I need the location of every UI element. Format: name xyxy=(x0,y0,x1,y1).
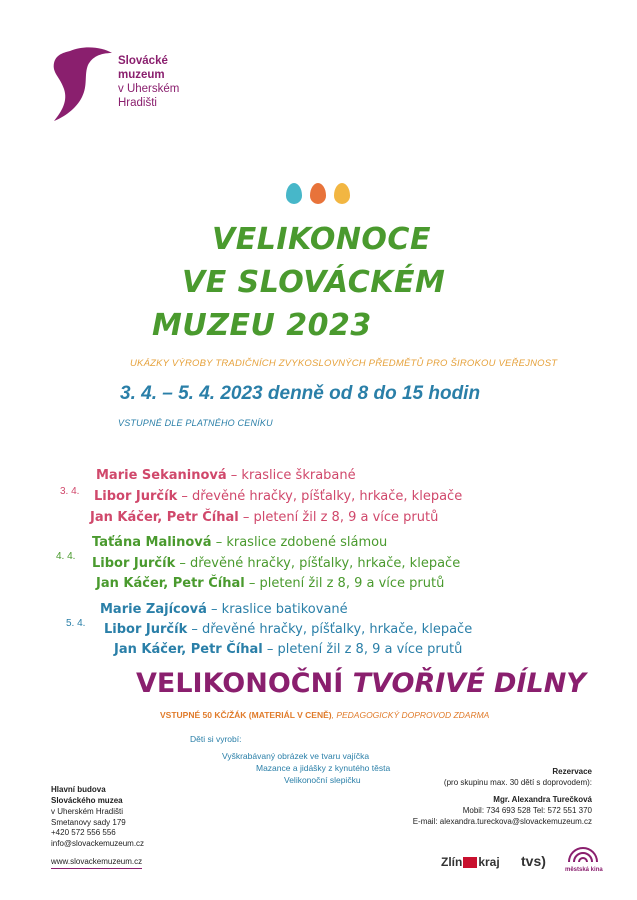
schedule-row xyxy=(96,576,444,591)
address-block xyxy=(51,784,126,828)
reservation-phones: Mobil: 734 693 528 Tel: 572 551 370 xyxy=(462,806,592,815)
mestska-kina-logo xyxy=(565,846,601,872)
zlin-logo-text-a: Zlín xyxy=(441,855,463,869)
museum-name-line2: muzeum xyxy=(118,69,165,81)
craft-desc: – pletení žil z 8, 9 a více prutů xyxy=(244,576,445,591)
kids-item: Velikonoční slepičku xyxy=(284,775,361,785)
craft-desc: – pletení žil z 8, 9 a více prutů xyxy=(238,510,439,525)
day-label-3: 5. 4. xyxy=(66,618,86,629)
zlin-kraj-logo xyxy=(441,855,500,869)
museum-logo-icon xyxy=(50,45,114,121)
egg-icon-orange xyxy=(310,183,326,204)
artist-name: Marie Sekaninová xyxy=(96,468,227,483)
contact-block xyxy=(51,827,144,849)
museum-name-line4: Hradišti xyxy=(118,97,157,109)
artist-name: Jan Káčer, Petr Číhal xyxy=(90,510,239,525)
workshops-title-a: VELIKONOČNÍ xyxy=(136,668,353,699)
egg-icon-blue xyxy=(286,183,302,204)
craft-desc: – pletení žil z 8, 9 a více prutů xyxy=(262,642,463,657)
workshops-title-b: TVOŘIVÉ DÍLNY xyxy=(352,668,586,699)
workshops-title xyxy=(136,668,586,699)
craft-desc: – dřevěné hračky, píšťalky, hrkače, klepače xyxy=(177,489,463,504)
kids-item: Mazance a jidášky z kynutého těsta xyxy=(256,763,391,773)
schedule-row xyxy=(114,642,462,657)
artist-name: Marie Zajícová xyxy=(100,602,207,617)
event-dates: 3. 4. – 5. 4. 2023 denně od 8 do 15 hodin xyxy=(120,383,481,404)
schedule-row xyxy=(104,622,472,637)
craft-desc: – kraslice zdobené slámou xyxy=(211,535,388,550)
schedule-row xyxy=(100,602,348,617)
artist-name: Libor Jurčík xyxy=(94,489,178,504)
title-line1: VELIKONOCE xyxy=(212,222,431,257)
reservation-email[interactable]: E-mail: alexandra.tureckova@slovackemuzeum.cz xyxy=(412,817,592,826)
address-line1: Hlavní budova xyxy=(51,785,106,794)
cinema-icon xyxy=(565,846,601,862)
craft-desc: – dřevěné hračky, píšťalky, hrkače, klepače xyxy=(175,556,461,571)
artist-name: Taťána Malinová xyxy=(92,535,212,550)
egg-icon-yellow xyxy=(334,183,350,204)
workshops-fee xyxy=(160,710,489,720)
craft-desc: – kraslice škrabané xyxy=(226,468,356,483)
schedule-row xyxy=(92,556,460,571)
museum-name-line3: v Uherském xyxy=(118,83,180,95)
address-line3: v Uherském Hradišti xyxy=(51,807,124,816)
day-label-2: 4. 4. xyxy=(56,551,76,562)
schedule-row xyxy=(90,510,438,525)
schedule-row xyxy=(94,489,462,504)
workshops-fee-a: VSTUPNÉ 50 KČ/ŽÁK (MATERIÁL V CENĚ) xyxy=(160,710,332,720)
schedule-row xyxy=(92,535,387,550)
schedule-row xyxy=(96,468,356,483)
day-label-1: 3. 4. xyxy=(60,486,80,497)
tvs-logo: tvs) xyxy=(521,853,546,869)
reservation-block xyxy=(413,766,592,827)
address-line4: Smetanovy sady 179 xyxy=(51,818,126,827)
phone: +420 572 556 556 xyxy=(51,828,116,837)
subtitle: UKÁZKY VÝROBY TRADIČNÍCH ZVYKOSLOVNÝCH PŘEDMĚTŮ PRO ŠIROKOU VEŘEJNOST xyxy=(130,358,558,369)
mestska-kina-text: městská kina xyxy=(565,867,603,873)
reservation-contact: Mgr. Alexandra Turečková xyxy=(493,795,592,804)
artist-name: Jan Káčer, Petr Číhal xyxy=(96,576,245,591)
title-line2: VE SLOVÁCKÉM xyxy=(182,265,446,300)
craft-desc: – dřevěné hračky, píšťalky, hrkače, klepače xyxy=(187,622,473,637)
artist-name: Jan Káčer, Petr Číhal xyxy=(114,642,263,657)
zlin-flag-icon xyxy=(463,857,477,868)
kids-intro: Děti si vyrobí: xyxy=(190,734,242,744)
craft-desc: – kraslice batikované xyxy=(206,602,348,617)
museum-name-line1: Slovácké xyxy=(118,55,168,67)
reservation-title: Rezervace xyxy=(552,767,592,776)
entry-fee-note: VSTUPNÉ DLE PLATNÉHO CENÍKU xyxy=(118,418,273,428)
museum-name xyxy=(118,54,179,110)
reservation-note: (pro skupinu max. 30 dětí s doprovodem): xyxy=(443,778,592,787)
title-line3: MUZEU 2023 xyxy=(152,308,372,343)
email-link[interactable]: info@slovackemuzeum.cz xyxy=(51,839,145,848)
zlin-logo-text-b: kraj xyxy=(478,855,500,869)
website-link[interactable]: www.slovackemuzeum.cz xyxy=(51,856,142,869)
address-line2: Slováckého muzea xyxy=(51,796,123,805)
workshops-fee-b: , PEDAGOGICKÝ DOPROVOD ZDARMA xyxy=(331,710,490,720)
kids-item: Vyškrabávaný obrázek ve tvaru vajíčka xyxy=(222,751,370,761)
artist-name: Libor Jurčík xyxy=(92,556,176,571)
artist-name: Libor Jurčík xyxy=(104,622,188,637)
